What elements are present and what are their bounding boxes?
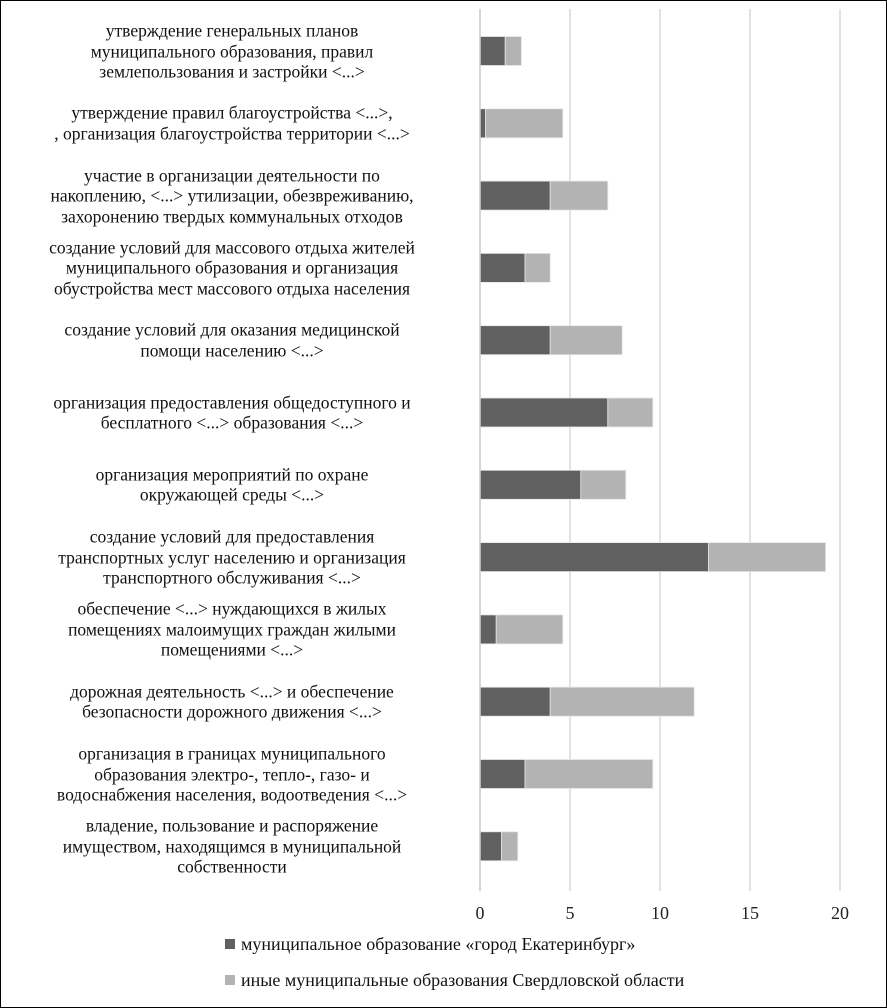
category-label-line: владение, пользование и распоряжение [85, 815, 379, 836]
x-tick-label: 20 [831, 903, 849, 923]
bar-chart [1, 1, 886, 1007]
bar-ekaterinburg [480, 615, 496, 644]
category-label-line: создание условий для предоставления [89, 526, 375, 547]
category-label-line: имуществом, находящимся в муниципальной [62, 836, 402, 857]
category-label-line: обеспечение <...> нуждающихся в жилых [77, 598, 387, 619]
legend-swatch-light [225, 975, 235, 985]
x-tick-label: 0 [475, 903, 485, 923]
bar-ekaterinburg [480, 470, 581, 499]
category-label-line: безопасности дорожного движения <...> [82, 701, 382, 722]
bar-other-municipalities [502, 832, 518, 861]
x-tick-label: 5 [565, 903, 575, 923]
bar-ekaterinburg [480, 253, 525, 282]
bar-other-municipalities [496, 615, 563, 644]
bar-ekaterinburg [480, 760, 525, 789]
bar-other-municipalities [550, 326, 622, 355]
bar-other-municipalities [525, 760, 653, 789]
bar-other-municipalities [505, 37, 521, 66]
category-label-line: обустройства мест массового отдыха населения [53, 278, 411, 299]
category-label-line: накоплению, <...> утилизации, обезвреживанию, [50, 185, 414, 206]
category-label-line: помещениях малоимущих граждан жилыми [68, 619, 396, 640]
category-label-line: образования электро-, тепло-, газо- и [94, 763, 370, 784]
category-label-line: собственности [177, 856, 287, 877]
category-label-line: помощи населению <...> [140, 340, 324, 361]
legend-item-ekaterinburg [225, 933, 635, 955]
bar-ekaterinburg [480, 543, 709, 572]
category-label-line: утверждение правил благоустройства <...>, [71, 102, 393, 123]
bar-ekaterinburg [480, 687, 550, 716]
legend-swatch-dark [225, 939, 235, 949]
bar-ekaterinburg [480, 37, 505, 66]
category-label-line: , организация благоустройства территории <...> [54, 123, 410, 144]
legend-label: иные муниципальные образования Свердловской области [241, 970, 685, 990]
category-label-line: муниципального образования и организация [65, 257, 399, 278]
category-label-line: захоронению твердых коммунальных отходов [61, 205, 403, 226]
category-label-line: муниципального образования, правил [90, 40, 374, 61]
bar-other-municipalities [709, 543, 826, 572]
category-label-line: окружающей среды <...> [139, 484, 325, 505]
category-label-line: дорожная деятельность <...> и обеспечение [70, 681, 394, 702]
bar-ekaterinburg [480, 398, 608, 427]
bar-other-municipalities [485, 109, 562, 138]
x-tick-label: 15 [741, 903, 759, 923]
bar-ekaterinburg [480, 109, 485, 138]
category-label-line: бесплатного <...> образования <...> [100, 412, 364, 433]
legend-item-other-municipalities [225, 969, 684, 991]
bar-ekaterinburg [480, 181, 550, 210]
bar-other-municipalities [550, 181, 608, 210]
bar-other-municipalities [581, 470, 626, 499]
category-label-line: организация предоставления общедоступного и [53, 392, 411, 412]
category-label-line: транспортных услуг населению и организация [58, 546, 406, 567]
category-label-line: создание условий для массового отдыха жителей [49, 237, 415, 258]
bar-other-municipalities [550, 687, 694, 716]
bar-ekaterinburg [480, 832, 502, 861]
category-label-line: создание условий для оказания медицинской [64, 319, 400, 340]
x-tick-label: 10 [651, 903, 669, 923]
bar-other-municipalities [608, 398, 653, 427]
category-label-line: организация в границах муниципального [78, 743, 386, 764]
category-label-line: водоснабжения населения, водоотведения <...> [56, 784, 408, 805]
category-label-line: помещениями <...> [160, 639, 304, 660]
category-label-line: утверждение генеральных планов [105, 20, 359, 41]
bar-ekaterinburg [480, 326, 550, 355]
legend-label: муниципальное образование «город Екатеринбург» [241, 934, 636, 954]
bar-other-municipalities [525, 253, 550, 282]
category-label-line: транспортного обслуживания <...> [103, 567, 361, 588]
category-label-line: организация мероприятий по охране [95, 464, 369, 485]
category-label-line: землепользования и застройки <...> [99, 61, 365, 82]
category-label-line: участие в организации деятельности по [84, 164, 380, 185]
